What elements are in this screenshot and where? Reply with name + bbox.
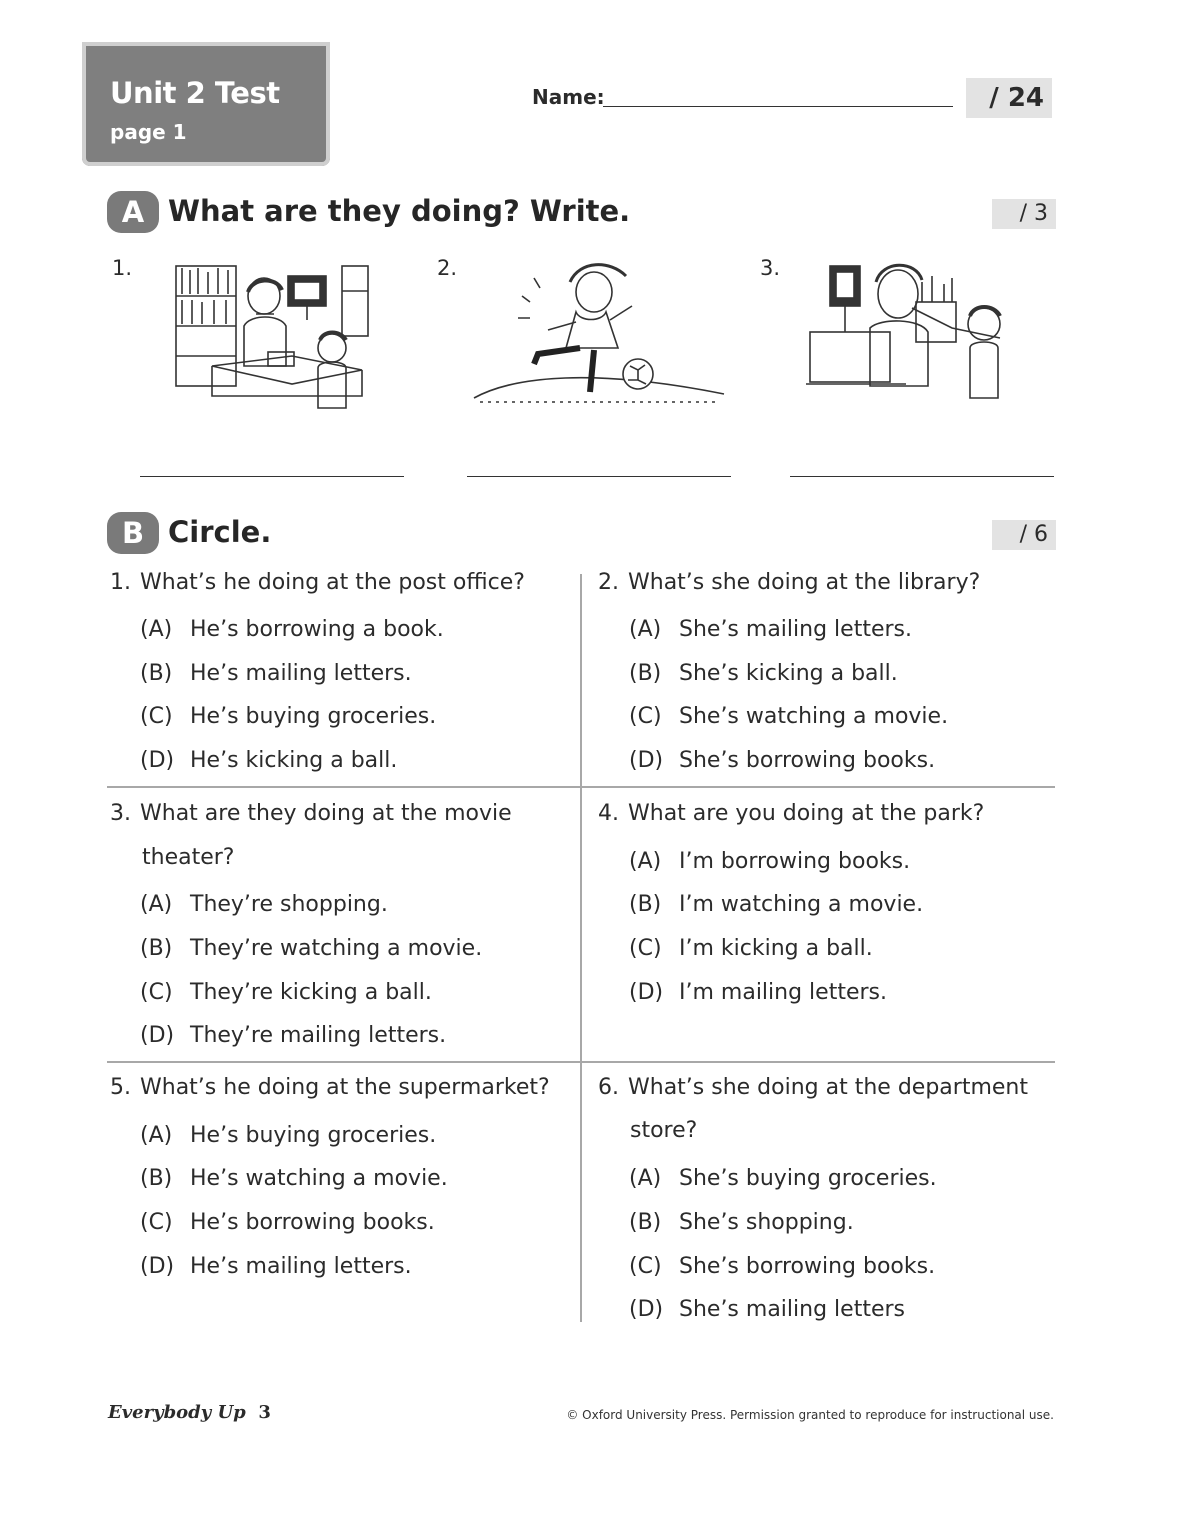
- row-divider: [107, 786, 1055, 788]
- section-b-score: / 6: [992, 520, 1056, 550]
- section-a-title: What are they doing? Write.: [168, 194, 631, 228]
- question-2: 2. What’s she doing at the library?: [598, 570, 981, 595]
- option-5c[interactable]: (C) He’s borrowing books.: [140, 1210, 435, 1235]
- answer-line-3[interactable]: [790, 476, 1054, 477]
- column-divider: [580, 574, 582, 1322]
- option-3b[interactable]: (B) They’re watching a movie.: [140, 936, 483, 961]
- option-1d[interactable]: (D) He’s kicking a ball.: [140, 748, 398, 773]
- unit-title: Unit 2 Test: [110, 76, 280, 110]
- footer-brand: Everybody Up 3: [108, 1402, 271, 1423]
- option-2b[interactable]: (B) She’s kicking a ball.: [629, 661, 898, 686]
- option-1c[interactable]: (C) He’s buying groceries.: [140, 704, 437, 729]
- question-5: 5. What’s he doing at the supermarket?: [110, 1075, 550, 1100]
- option-2a[interactable]: (A) She’s mailing letters.: [629, 617, 912, 642]
- option-6d[interactable]: (D) She’s mailing letters: [629, 1297, 905, 1322]
- option-4a[interactable]: (A) I’m borrowing books.: [629, 849, 911, 874]
- row-divider: [107, 1061, 1055, 1063]
- checkout-picture: [806, 258, 1016, 408]
- item-number: 3.: [760, 256, 781, 280]
- question-3-continued: theater?: [142, 845, 235, 870]
- question-3: 3. What are they doing at the movie: [110, 801, 512, 826]
- option-2c[interactable]: (C) She’s watching a movie.: [629, 704, 949, 729]
- option-6a[interactable]: (A) She’s buying groceries.: [629, 1166, 937, 1191]
- girl-kicking-ball-picture: [470, 262, 728, 414]
- option-4b[interactable]: (B) I’m watching a movie.: [629, 892, 924, 917]
- option-5b[interactable]: (B) He’s watching a movie.: [140, 1166, 448, 1191]
- option-5d[interactable]: (D) He’s mailing letters.: [140, 1254, 412, 1279]
- unit-tab: [82, 42, 330, 166]
- answer-line-2[interactable]: [467, 476, 731, 477]
- footer-copyright: © Oxford University Press. Permission granted to reproduce for instructional use.: [566, 1408, 1054, 1422]
- answer-line-1[interactable]: [140, 476, 404, 477]
- option-3c[interactable]: (C) They’re kicking a ball.: [140, 980, 432, 1005]
- option-1b[interactable]: (B) He’s mailing letters.: [140, 661, 412, 686]
- total-score: / 24: [966, 78, 1052, 118]
- option-6c[interactable]: (C) She’s borrowing books.: [629, 1254, 936, 1279]
- option-2d[interactable]: (D) She’s borrowing books.: [629, 748, 936, 773]
- question-6: 6. What’s she doing at the department: [598, 1075, 1028, 1100]
- name-label: Name:: [532, 85, 605, 109]
- post-office-picture: [172, 256, 372, 420]
- option-4d[interactable]: (D) I’m mailing letters.: [629, 980, 887, 1005]
- section-a-badge: A: [107, 191, 159, 233]
- section-b-badge: B: [107, 512, 159, 554]
- page-label: page 1: [110, 120, 187, 144]
- item-number: 1.: [112, 256, 133, 280]
- question-1: 1. What’s he doing at the post office?: [110, 570, 525, 595]
- question-6-continued: store?: [630, 1118, 698, 1143]
- section-a-score: / 3: [992, 199, 1056, 229]
- option-6b[interactable]: (B) She’s shopping.: [629, 1210, 854, 1235]
- option-3a[interactable]: (A) They’re shopping.: [140, 892, 388, 917]
- option-3d[interactable]: (D) They’re mailing letters.: [140, 1023, 447, 1048]
- section-b-title: Circle.: [168, 515, 272, 549]
- item-number: 2.: [437, 256, 458, 280]
- option-5a[interactable]: (A) He’s buying groceries.: [140, 1123, 437, 1148]
- name-field[interactable]: [603, 106, 953, 107]
- option-1a[interactable]: (A) He’s borrowing a book.: [140, 617, 444, 642]
- option-4c[interactable]: (C) I’m kicking a ball.: [629, 936, 873, 961]
- question-4: 4. What are you doing at the park?: [598, 801, 985, 826]
